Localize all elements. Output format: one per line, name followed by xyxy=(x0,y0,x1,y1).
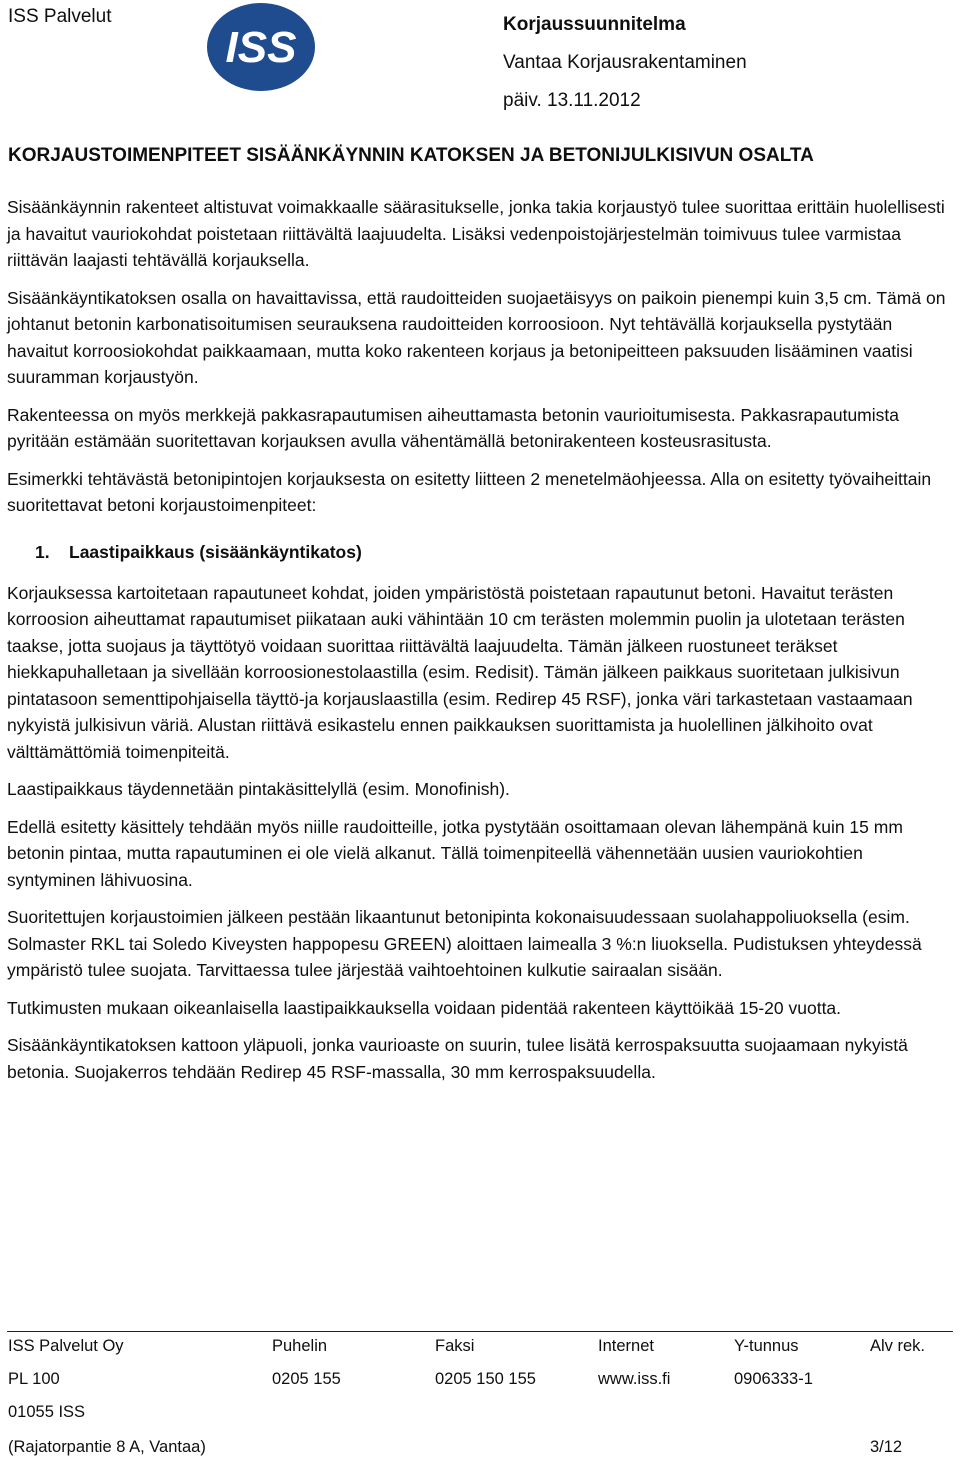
intro-paragraph: Sisäänkäynnin rakenteet altistuvat voimakkaalle säärasitukselle, jonka takia korjaustyö tulee suorittaa erittäin huolellisesti ja havaitut vauriokohdat poistetaan riittävältä laajuudelta. Lisäksi vedenpoistojärjestelmän toimivuus tulee varmistaa riittävän laajasti tehtävällä korjauksella. xyxy=(7,197,945,270)
project-name: Vantaa Korjausrakentaminen xyxy=(503,52,747,73)
page-number: 3/12 xyxy=(870,1438,903,1456)
section-paragraph: Edellä esitetty käsittely tehdään myös niille raudoitteille, jotka pystytään osoittamaan olevan lähempänä kuin 15 mm betonin pintaa, mutta rapautuminen ei ole vielä alkanut. Tällä toimenpiteellä vähennetään uusien vauriokohtien syntyminen lähivuosina. xyxy=(7,816,903,890)
section-paragraph: Sisäänkäyntikatoksen kattoon yläpuoli, jonka vaurioaste on suurin, tulee lisätä kerrospaksuutta suojaamaan nykyistä betonia. Suojakerros tehdään Redirep 45 RSF-massalla, 30 mm kerrospaksuudella. xyxy=(7,1035,908,1082)
document-type: Korjaussuunnitelma xyxy=(503,14,686,35)
footer-ytunnus-label: Y-tunnus xyxy=(734,1337,799,1355)
footer-internet[interactable]: www.iss.fi xyxy=(598,1370,671,1388)
section-number: 1. xyxy=(35,541,50,562)
document-date: päiv. 13.11.2012 xyxy=(503,90,641,111)
section-heading xyxy=(7,539,952,565)
footer-fax-label: Faksi xyxy=(435,1337,475,1355)
footer-fax: 0205 150 155 xyxy=(435,1370,536,1388)
footer-phone-label: Puhelin xyxy=(272,1337,328,1355)
footer-phone: 0205 155 xyxy=(272,1370,341,1388)
section-paragraph: Korjauksessa kartoitetaan rapautuneet kohdat, joiden ympäristöstä poistetaan rapautunut betoni. Havaitut terästen korroosion aiheuttamat rapautumiset piikataan auki vähintään 10 cm terästen molemmin puolin ja ulotetaan terästen taakse, jotta suojaus ja täyttötyö voidaan suorittaa riittävältä laajuudelta. Tämän jälkeen ruostuneet teräkset hiekkapuhalletaan ja sivellään korroosionestolaastilla (esim. Redisit). Tämän jälkeen paikkaus suoritetaan julkisivun pintatasoon sementtipohjaisella täyttö-ja korjauslaastilla (esim. Redirep 45 RSF), jonka väri tarkastetaan vastaamaan nykyistä julkisivun väriä. Alustan riittävä esikastelu ennen paikkauksen suorittamista ja huolellinen jälkihoito ovat välttämättömiä toimenpiteitä. xyxy=(7,582,913,762)
footer-divider xyxy=(7,1331,953,1332)
section-paragraph: Tutkimusten mukaan oikeanlaisella laastipaikkauksella voidaan pidentää rakenteen käyttöikää 15-20 vuotta. xyxy=(7,997,842,1018)
logo-text: ISS xyxy=(225,23,297,72)
footer-address: (Rajatorpantie 8 A, Vantaa) xyxy=(8,1438,206,1456)
footer-internet-label: Internet xyxy=(598,1337,654,1355)
section-title: Laastipaikkaus (sisäänkäyntikatos) xyxy=(69,541,362,562)
footer-po-box: PL 100 xyxy=(8,1370,60,1388)
section-paragraph: Laastipaikkaus täydennetään pintakäsittelyllä (esim. Monofinish). xyxy=(7,779,510,799)
body-paragraph: Rakenteessa on myös merkkejä pakkasrapautumisen aiheuttamasta betonin vaurioitumisesta. Pakkasrapautumista pyritään estämään suoritettavan korjauksen avulla vähentämällä betonirakenteen kosteusrasitusta. xyxy=(7,404,899,451)
body-paragraph: Esimerkki tehtävästä betonipintojen korjauksesta on esitetty liitteen 2 menetelmäohjeessa. Alla on esitetty työvaiheittain suoritettavat betoni korjaustoimenpiteet: xyxy=(7,468,932,515)
footer-company: ISS Palvelut Oy xyxy=(8,1337,124,1355)
footer-ytunnus: 0906333-1 xyxy=(734,1370,813,1388)
footer-alv-label: Alv rek. xyxy=(870,1337,926,1355)
iss-logo xyxy=(205,2,317,92)
body-paragraph: Sisäänkäyntikatoksen osalla on havaittavissa, että raudoitteiden suojaetäisyys on paikoin pienempi kuin 3,5 cm. Tämä on johtanut betonin karbonatisoitumisen seurauksena raudoitteiden korroosioon. Nyt tehtävällä korjauksella pystytään havaitut korroosiokohdat paikkaamaan, mutta koko rakenteen korjaus ja betonipeitteen paksuuden lisääminen vaatisi suuramman korjaustyön. xyxy=(7,287,946,387)
header-info xyxy=(503,6,747,120)
page-heading: KORJAUSTOIMENPITEET SISÄÄNKÄYNNIN KATOKSEN JA BETONIJULKISIVUN OSALTA xyxy=(8,145,814,166)
document-body xyxy=(7,194,952,1096)
section-paragraph: Suoritettujen korjaustoimien jälkeen pestään likaantunut betonipinta kokonaisuudessaan suolahappoliuoksella (esim. Solmaster RKL tai Soledo Kiveysten happopesu GREEN) aloittaen laimealla 3 %:n liuoksella. Pudistuksen yhteydessä ympäristö tulee suojata. Tarvittaessa tulee järjestää vaihtoehtoinen kulkutie sairaalan sisään. xyxy=(7,907,922,980)
footer-postal: 01055 ISS xyxy=(8,1403,86,1421)
company-name: ISS Palvelut xyxy=(8,6,112,27)
